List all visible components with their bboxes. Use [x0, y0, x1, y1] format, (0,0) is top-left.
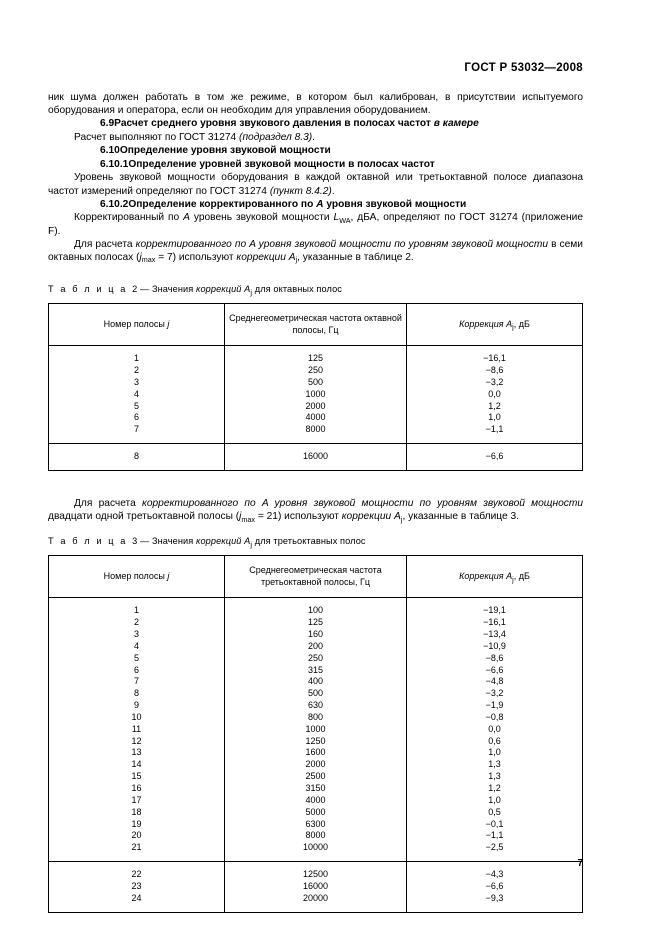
cell-frequency: 8000 — [225, 830, 407, 842]
cell-correction: −6,6 — [407, 444, 583, 471]
table-row — [49, 676, 583, 688]
cell-frequency: 16000 — [225, 444, 407, 471]
cell-frequency: 200 — [225, 641, 407, 653]
table-row — [49, 736, 583, 748]
cell-correction: −4,3 — [407, 862, 583, 881]
table-row — [49, 617, 583, 629]
heading-6-9-text: Расчет среднего уровня звукового давления в полосах частот — [114, 118, 434, 130]
cell-band-number: 7 — [49, 676, 225, 688]
table-row — [49, 724, 583, 736]
cell-band-number: 3 — [49, 377, 225, 389]
symbol-j: j — [239, 511, 242, 523]
table-2-header-band-number: Номер полосы j — [49, 304, 225, 346]
cell-band-number: 18 — [49, 807, 225, 819]
table-3-caption: Т а б л и ц а 3 — Значения коррекций $A_j$ для третьоктавных полос — [48, 536, 366, 549]
paragraph-continuation: ник шума должен работать в том же режиме, в котором был калиброван, в присутствии испытуемого оборудования и оператора, если он необходим для управления оборудованием. — [48, 92, 583, 117]
table-row — [49, 842, 583, 861]
italic-phrase-corrections-a: коррекции A — [341, 511, 401, 523]
page-number: 7 — [577, 858, 583, 869]
cell-frequency: 8000 — [225, 424, 407, 443]
cell-frequency: 250 — [225, 365, 407, 377]
cell-band-number: 4 — [49, 641, 225, 653]
cell-band-number: 16 — [49, 783, 225, 795]
cell-correction: −8,6 — [407, 365, 583, 377]
cell-band-number: 9 — [49, 700, 225, 712]
cell-band-number: 17 — [49, 795, 225, 807]
cell-frequency: 630 — [225, 700, 407, 712]
section-number-6-10-1: 6.10.1 — [100, 158, 129, 170]
cell-band-number: 8 — [49, 688, 225, 700]
paragraph-6-10-1-body: Уровень звуковой мощности оборудования в каждой октавной или третьоктавной полосе диапазона частот измерений определяют по ГОСТ 31274 (пункт 8.4.2). — [48, 172, 583, 197]
page-content — [48, 91, 583, 913]
cell-band-number: 8 — [49, 444, 225, 471]
cell-correction: 1,0 — [407, 412, 583, 424]
table-row — [49, 377, 583, 389]
reference-subsection: (подраздел 8.3) — [239, 132, 313, 143]
cell-band-number: 10 — [49, 712, 225, 724]
cell-correction: −13,4 — [407, 629, 583, 641]
cell-band-number: 4 — [49, 389, 225, 401]
table-row — [49, 783, 583, 795]
table-row — [49, 598, 583, 617]
cell-frequency: 2500 — [225, 771, 407, 783]
cell-frequency: 125 — [225, 617, 407, 629]
cell-band-number: 14 — [49, 759, 225, 771]
cell-frequency: 16000 — [225, 881, 407, 893]
table-2-caption-italic: коррекций A — [196, 284, 251, 295]
cell-frequency: 10000 — [225, 842, 407, 861]
cell-band-number: 6 — [49, 412, 225, 424]
cell-band-number: 5 — [49, 401, 225, 413]
cell-frequency: 4000 — [225, 795, 407, 807]
cell-correction: −4,8 — [407, 676, 583, 688]
cell-frequency: 2000 — [225, 759, 407, 771]
cell-band-number: 2 — [49, 365, 225, 377]
cell-correction: −1,1 — [407, 830, 583, 842]
cell-correction: −19,1 — [407, 598, 583, 617]
weighting-letter-a: A — [316, 198, 324, 210]
cell-correction: 1,3 — [407, 771, 583, 783]
table-3-header-row — [49, 556, 583, 598]
cell-band-number: 19 — [49, 819, 225, 831]
paragraph-6-9-body: Расчет выполняют по ГОСТ 31274 (подраздел 8.3). — [74, 132, 316, 143]
cell-correction: −1,1 — [407, 424, 583, 443]
symbol-subscript-max: max — [141, 255, 156, 265]
cell-band-number: 7 — [49, 424, 225, 443]
cell-frequency: 2000 — [225, 401, 407, 413]
table-row — [49, 795, 583, 807]
cell-band-number: 22 — [49, 862, 225, 881]
cell-correction: −0,1 — [407, 819, 583, 831]
table-row — [49, 819, 583, 831]
cell-frequency: 100 — [225, 598, 407, 617]
table-2-header-correction: Коррекция $A_j$, дБ — [407, 304, 583, 346]
cell-frequency: 1600 — [225, 747, 407, 759]
cell-correction: −3,2 — [407, 377, 583, 389]
cell-frequency: 500 — [225, 377, 407, 389]
heading-6-10-text: Определение уровня звуковой мощности — [119, 145, 331, 157]
cell-band-number: 20 — [49, 830, 225, 842]
heading-6-10 — [48, 144, 583, 158]
cell-correction: −3,2 — [407, 688, 583, 700]
cell-correction: 0,0 — [407, 389, 583, 401]
table-2-header-frequency: Среднегеометрическая частота октавной полосы, Гц — [225, 304, 407, 346]
cell-frequency: 400 — [225, 676, 407, 688]
table-row — [49, 893, 583, 912]
heading-6-9 — [48, 117, 583, 131]
cell-band-number: 12 — [49, 736, 225, 748]
cell-band-number: 24 — [49, 893, 225, 912]
reference-clause: (пункт 8.4.2) — [269, 185, 332, 197]
cell-correction: 1,2 — [407, 783, 583, 795]
table-3-caption-italic: коррекций A — [196, 536, 251, 547]
cell-frequency: 6300 — [225, 819, 407, 831]
table-row — [49, 747, 583, 759]
table-2-header-row — [49, 304, 583, 346]
table-row — [49, 641, 583, 653]
heading-6-10-1 — [48, 158, 583, 172]
cell-correction: −1,9 — [407, 700, 583, 712]
table-2-body-group-1 — [49, 346, 583, 444]
table-row — [49, 759, 583, 771]
italic-phrase-corrected-level: корректированного по A уровня звуковой мощности по уровням звуковой мощности — [142, 497, 583, 509]
table-row — [49, 830, 583, 842]
table-3-header-correction: Коррекция $A_j$, дБ — [407, 556, 583, 598]
symbol-subscript-wa: WA — [339, 215, 351, 225]
cell-correction: 0,6 — [407, 736, 583, 748]
symbol-j: j — [139, 252, 142, 263]
cell-band-number: 3 — [49, 629, 225, 641]
table-octave-band-corrections — [48, 303, 583, 471]
table-row — [49, 665, 583, 677]
table-row — [49, 712, 583, 724]
heading-6-10-1-text: Определение уровней звуковой мощности в полосах частот — [128, 158, 435, 170]
table-2-body-group-2 — [49, 444, 583, 471]
table-3-caption-subscript: j — [250, 539, 253, 549]
heading-6-10-2: 6.10.2Определение корректированного по A уровня звуковой мощности — [48, 198, 583, 212]
cell-correction: 0,0 — [407, 724, 583, 736]
table-row — [49, 424, 583, 443]
cell-band-number: 5 — [49, 653, 225, 665]
cell-frequency: 4000 — [225, 412, 407, 424]
cell-frequency: 160 — [225, 629, 407, 641]
table-row — [49, 346, 583, 365]
table-row — [49, 700, 583, 712]
table-row — [49, 688, 583, 700]
cell-frequency: 800 — [225, 712, 407, 724]
table-row — [49, 653, 583, 665]
cell-frequency: 12500 — [225, 862, 407, 881]
cell-correction: 0,5 — [407, 807, 583, 819]
table-row — [49, 881, 583, 893]
table-row — [49, 444, 583, 471]
cell-frequency: 1000 — [225, 389, 407, 401]
table-row — [49, 862, 583, 881]
paragraph-6-10-2-body: Корректированный по A уровень звуковой мощности $L_{WA}$, дБА, определяют по ГОСТ 31274 (приложение F). — [48, 212, 584, 237]
cell-correction: −16,1 — [407, 346, 583, 365]
italic-phrase-corrections-a: коррекции A — [236, 252, 296, 263]
cell-correction: 1,0 — [407, 747, 583, 759]
table-row — [49, 771, 583, 783]
cell-frequency: 3150 — [225, 783, 407, 795]
cell-band-number: 21 — [49, 842, 225, 861]
cell-frequency: 20000 — [225, 893, 407, 912]
cell-frequency: 1250 — [225, 736, 407, 748]
cell-band-number: 23 — [49, 881, 225, 893]
cell-correction: −6,6 — [407, 881, 583, 893]
table-2-caption-subscript: j — [250, 287, 253, 297]
heading-6-9-text-italic: в камере — [433, 118, 479, 130]
symbol-subscript-max: max — [241, 514, 256, 524]
table-3-body-group-1 — [49, 598, 583, 862]
section-number-6-10-2: 6.10.2 — [100, 198, 129, 210]
table-row — [49, 365, 583, 377]
cell-band-number: 1 — [49, 598, 225, 617]
symbol-subscript-j: j — [295, 255, 298, 265]
cell-correction: −8,6 — [407, 653, 583, 665]
cell-frequency: 125 — [225, 346, 407, 365]
cell-correction: −0,8 — [407, 712, 583, 724]
table-row — [49, 629, 583, 641]
cell-frequency: 250 — [225, 653, 407, 665]
cell-correction: −6,6 — [407, 665, 583, 677]
table-third-octave-band-corrections — [48, 555, 583, 912]
table-row — [49, 807, 583, 819]
symbol-subscript-j: j — [400, 514, 403, 524]
paragraph-third-octave-correction-intro: Для расчета корректированного по A уровня звуковой мощности по уровням звуковой мощности двадцати одной третьоктавной полосы $(j_{max} = 21)$ используют коррекции $A_j$, указанные в таблице 3. — [48, 497, 583, 524]
cell-correction: 1,3 — [407, 759, 583, 771]
symbol-sound-power-level: L — [333, 212, 340, 224]
table-2-caption: Т а б л и ц а 2 — Значения коррекций $A_j$ для октавных полос — [48, 284, 342, 297]
table-3-body-group-2 — [49, 862, 583, 913]
cell-correction: −9,3 — [407, 893, 583, 912]
section-number-6-10: 6.10 — [100, 145, 120, 157]
table-row — [49, 389, 583, 401]
italic-phrase-corrected-level: корректированного по A уровня звуковой мощности по уровням звуковой мощности — [135, 238, 548, 250]
section-number-6-9: 6.9 — [100, 118, 115, 130]
cell-frequency: 500 — [225, 688, 407, 700]
cell-band-number: 6 — [49, 665, 225, 677]
cell-frequency: 5000 — [225, 807, 407, 819]
cell-band-number: 13 — [49, 747, 225, 759]
cell-correction: −10,9 — [407, 641, 583, 653]
cell-correction: −16,1 — [407, 617, 583, 629]
paragraph-octave-correction-intro: Для расчета корректированного по A уровня звуковой мощности по уровням звуковой мощности в семи октавных полосах $(j_{max} = 7)$ используют коррекции $A_j$, указанные в таблице 2. — [48, 238, 584, 265]
cell-band-number: 1 — [49, 346, 225, 365]
cell-frequency: 1000 — [225, 724, 407, 736]
cell-correction: −2,5 — [407, 842, 583, 861]
table-row — [49, 412, 583, 424]
cell-correction: 1,0 — [407, 795, 583, 807]
table-3-header-band-number: Номер полосы j — [49, 556, 225, 598]
cell-band-number: 2 — [49, 617, 225, 629]
table-3-header-frequency: Среднегеометрическая частота третьоктавной полосы, Гц — [225, 556, 407, 598]
page-header-standard-number: ГОСТ Р 53032—2008 — [464, 62, 583, 74]
table-row — [49, 401, 583, 413]
cell-frequency: 315 — [225, 665, 407, 677]
cell-band-number: 15 — [49, 771, 225, 783]
cell-band-number: 11 — [49, 724, 225, 736]
cell-correction: 1,2 — [407, 401, 583, 413]
weighting-letter-a: A — [183, 212, 190, 224]
